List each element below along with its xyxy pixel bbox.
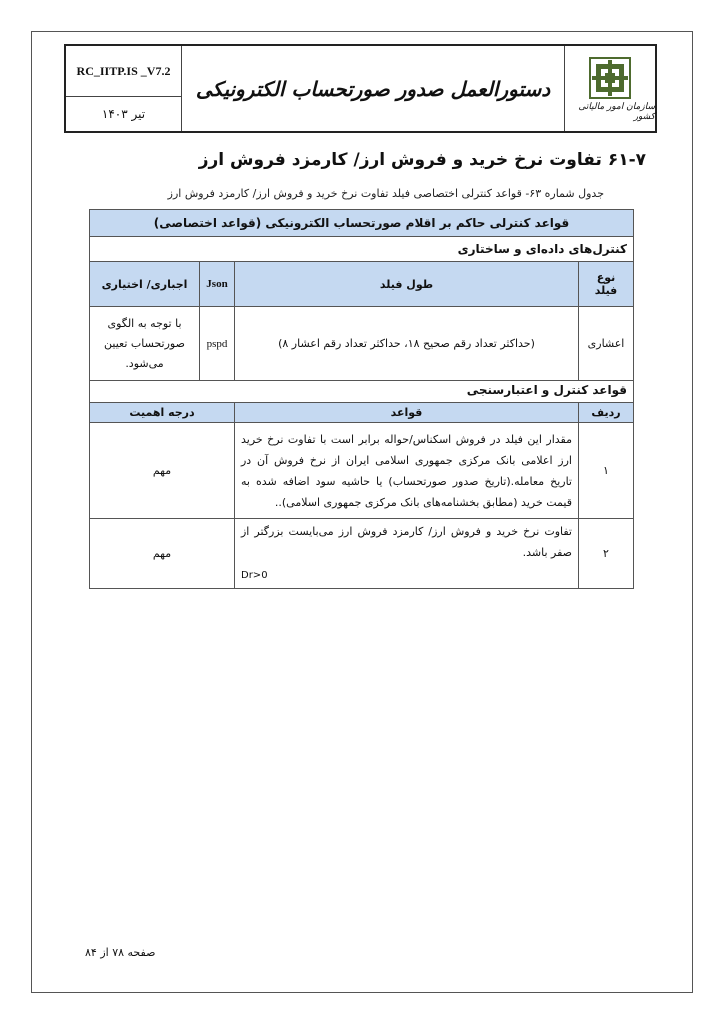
page-number: صفحه ۷۸ از ۸۴ [85, 946, 156, 959]
doc-date: تیر ۱۴۰۳ [101, 107, 146, 121]
header-json: Json [200, 262, 235, 307]
table-banner: قواعد کنترلی حاکم بر اقلام صورتحساب الکترونیکی (قواعد اختصاصی) [90, 210, 634, 237]
table-row [90, 423, 634, 519]
cell-field-length: (حداکثر تعداد رقم صحیح ۱۸، حداکثر تعداد رقم اعشار ۸) [235, 307, 579, 381]
header-priority: درجه اهمیت [90, 403, 235, 423]
header-field-length: طول فیلد [235, 262, 579, 307]
cell-field-type: اعشاری [579, 307, 634, 381]
org-name: سازمان امور مالیاتی کشور [578, 101, 655, 122]
rule-number: ۲ [579, 519, 634, 589]
section-title: ۶۱-۷ تفاوت نرخ خرید و فروش ارز/ کارمزد فروش ارز [198, 150, 646, 170]
document-header [64, 44, 657, 133]
table-caption: جدول شماره ۶۳- قواعد کنترلی اختصاصی فیلد تفاوت نرخ خرید و فروش ارز/ کارمزد فروش ارز [167, 187, 604, 200]
rule-text: تفاوت نرخ خرید و فروش ارز/ کارمزد فروش ارز می‌بایست بزرگتر از صفر باشد. [241, 525, 572, 559]
rule-priority: مهم [90, 423, 235, 519]
validation-heading: قواعد کنترل و اعتبارسنجی [90, 378, 634, 403]
header-field-type: نوع فیلد [579, 262, 634, 307]
cell-mandatory: با توجه به الگوی صورتحساب تعیین می‌شود. [90, 307, 200, 381]
data-control-table [89, 209, 634, 381]
rule-priority: مهم [90, 519, 235, 589]
rule-code: Dr>0 [241, 570, 268, 581]
rule-cell [235, 519, 579, 589]
doc-title: دستورالعمل صدور صورتحساب الکترونیکی [195, 76, 551, 101]
rule-number: ۱ [579, 423, 634, 519]
table-row [90, 519, 634, 589]
rule-text: مقدار این فیلد در فروش اسکناس/حواله برابر است با تفاوت نرخ خرید ارز اعلامی بانک مرکزی جمهوری اسلامی ایران از نرخ فروش آن در تاریخ معامله.(تاریخ صدور صورتحساب) یا حاشیه سود اضافه شده به قیمت خرید (مطابق بخشنامه‌های بانک مرکزی جمهوری اسلامی).. [235, 423, 579, 519]
validation-rules-table [89, 378, 634, 589]
header-mandatory: اجباری/ اختیاری [90, 262, 200, 307]
structural-controls-heading: کنترل‌های داده‌ای و ساختاری [90, 237, 634, 262]
doc-code: RC_IITP.IS _V7.2 [66, 46, 181, 97]
header-rules: قواعد [235, 403, 579, 423]
header-meta [66, 46, 182, 131]
cell-json: pspd [200, 307, 235, 381]
org-logo-block [564, 46, 655, 131]
header-row-no: ردیف [579, 403, 634, 423]
tax-organization-emblem-icon [588, 56, 632, 100]
